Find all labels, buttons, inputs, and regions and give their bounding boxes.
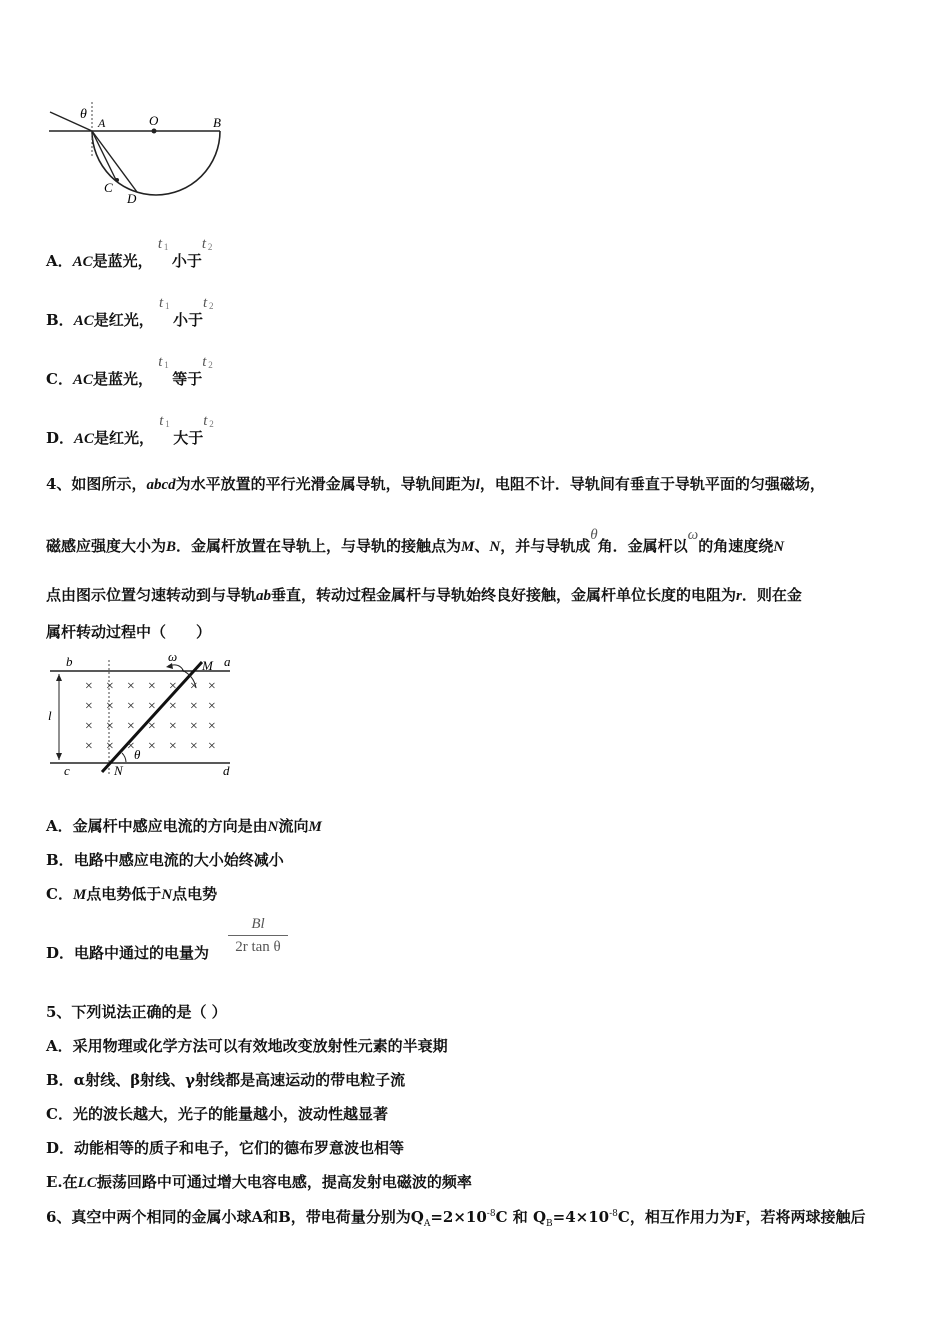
- option-letter: A．: [46, 252, 73, 270]
- field-cross: ×: [207, 719, 217, 734]
- option-relation: 等于: [172, 370, 203, 388]
- field-cross: ×: [126, 739, 136, 754]
- q4-stem-line-3: 点由图示位置匀速转动到与导轨ab垂直，转动过程金属杆与导轨始终良好接触，金属杆单位长度的电阻为r．则在金: [46, 586, 802, 604]
- option-pre: 是红光，: [93, 311, 154, 329]
- omega-symbol: ω: [687, 527, 699, 543]
- option-letter: D．: [46, 429, 75, 447]
- field-cross: ×: [207, 699, 217, 714]
- field-cross: ×: [126, 719, 136, 734]
- label-O: O: [149, 113, 159, 128]
- q4-option-b: B．电路中感应电流的大小始终减小: [46, 851, 284, 869]
- rails-magnetic-field-figure: [44, 652, 244, 782]
- q5-stem: 5、下列说法正确的是（ ）: [46, 1003, 227, 1021]
- label-b: b: [66, 654, 73, 669]
- option-subject: AC: [73, 313, 94, 329]
- option-pre: 是红光，: [94, 429, 155, 447]
- label-c: c: [64, 763, 70, 778]
- label-M: M: [202, 658, 213, 673]
- t2-symbol: t 2: [203, 413, 214, 429]
- option-letter: C．: [46, 370, 73, 388]
- option-pre: 是蓝光，: [92, 252, 153, 270]
- field-cross: ×: [84, 679, 94, 694]
- option-subject: AC: [72, 372, 93, 388]
- label-theta: θ: [134, 747, 141, 762]
- option-subject: AC: [72, 254, 93, 270]
- theta-symbol: θ: [590, 527, 598, 543]
- label-omega: ω: [168, 652, 178, 664]
- option-relation: 大于: [173, 429, 204, 447]
- t2-symbol: t 2: [202, 354, 213, 370]
- q3-option-a: [46, 236, 216, 271]
- t1-symbol: t 1: [157, 236, 169, 252]
- q3-option-c: [46, 354, 216, 389]
- field-cross: ×: [147, 719, 157, 734]
- q3-option-d: [46, 413, 217, 448]
- label-A: A: [98, 116, 106, 130]
- q4-option-a: A．金属杆中感应电流的方向是由N流向M: [46, 817, 322, 835]
- label-C: C: [104, 180, 113, 195]
- q5-option-a: A．采用物理或化学方法可以有效地改变放射性元素的半衰期: [46, 1037, 448, 1055]
- field-cross: ×: [105, 679, 115, 694]
- q5-option-c: C．光的波长越大，光子的能量越小，波动性越显著: [46, 1105, 388, 1123]
- option-relation: 小于: [171, 252, 202, 270]
- t2-symbol: t 2: [201, 236, 213, 252]
- field-cross: ×: [189, 699, 199, 714]
- q4-stem-line-2: 磁感应强度大小为B．金属杆放置在导轨上，与导轨的接触点为M、N，并与导轨成θ角．金属杆以ω的角速度绕N: [46, 527, 785, 555]
- field-cross: ×: [168, 679, 178, 694]
- field-cross: ×: [147, 699, 157, 714]
- t1-symbol: t 1: [159, 413, 170, 429]
- field-cross: ×: [84, 739, 94, 754]
- field-cross: ×: [84, 699, 94, 714]
- q4-option-d: D．电路中通过的电量为: [46, 944, 210, 962]
- field-cross: ×: [147, 739, 157, 754]
- option-relation: 小于: [172, 311, 203, 329]
- field-cross: ×: [126, 679, 136, 694]
- field-cross: ×: [105, 719, 115, 734]
- label-d: d: [223, 763, 230, 778]
- field-cross: ×: [207, 739, 217, 754]
- field-cross: ×: [168, 699, 178, 714]
- q5-option-b: B．α射线、β射线、γ射线都是高速运动的带电粒子流: [46, 1071, 406, 1089]
- q3-option-b: [46, 295, 217, 330]
- semicircle-refraction-figure: [44, 96, 234, 210]
- label-N: N: [114, 763, 123, 778]
- field-cross: ×: [126, 699, 136, 714]
- q5-option-d: D．动能相等的质子和电子，它们的德布罗意波也相等: [46, 1139, 405, 1157]
- option-pre: 是蓝光，: [92, 370, 153, 388]
- field-cross: ×: [147, 679, 157, 694]
- field-cross: ×: [168, 719, 178, 734]
- field-cross: ×: [105, 739, 115, 754]
- label-theta: θ: [80, 107, 87, 122]
- q4-option-c: C．M点电势低于N点电势: [46, 885, 218, 903]
- option-subject: AC: [74, 431, 95, 447]
- t1-symbol: t 1: [158, 295, 170, 311]
- field-cross: ×: [105, 699, 115, 714]
- label-D: D: [127, 191, 137, 206]
- label-l: l: [48, 708, 52, 723]
- field-cross: ×: [168, 739, 178, 754]
- q5-option-e: E.在LC振荡回路中可通过增大电容电感，提高发射电磁波的频率: [46, 1173, 472, 1191]
- q4-stem-line-1: 4、如图所示，abcd为水平放置的平行光滑金属导轨，导轨间距为l，电阻不计．导轨间有垂直于导轨平面的匀强磁场，: [46, 475, 825, 493]
- option-letter: B．: [46, 311, 74, 329]
- field-cross: ×: [207, 679, 217, 694]
- field-cross: ×: [189, 679, 199, 694]
- field-cross: ×: [84, 719, 94, 734]
- field-cross: ×: [189, 739, 199, 754]
- t1-symbol: t 1: [158, 354, 169, 370]
- charge-formula: Bl 2r tan θ: [228, 916, 288, 956]
- magnetic-field-crosses: [84, 679, 216, 754]
- t2-symbol: t 2: [202, 295, 214, 311]
- q4-stem-line-4: 属杆转动过程中（ ）: [46, 623, 212, 641]
- q6-stem: 6、真空中两个相同的金属小球A和B，带电荷量分别为$Q_A=2\times 10^{-8}C$ 和 $Q_B=4\times 10^{-8}C$，相互作用力为F，若将两球接触后: [46, 1208, 866, 1229]
- label-a: a: [224, 654, 231, 669]
- label-B: B: [213, 115, 221, 130]
- field-cross: ×: [189, 719, 199, 734]
